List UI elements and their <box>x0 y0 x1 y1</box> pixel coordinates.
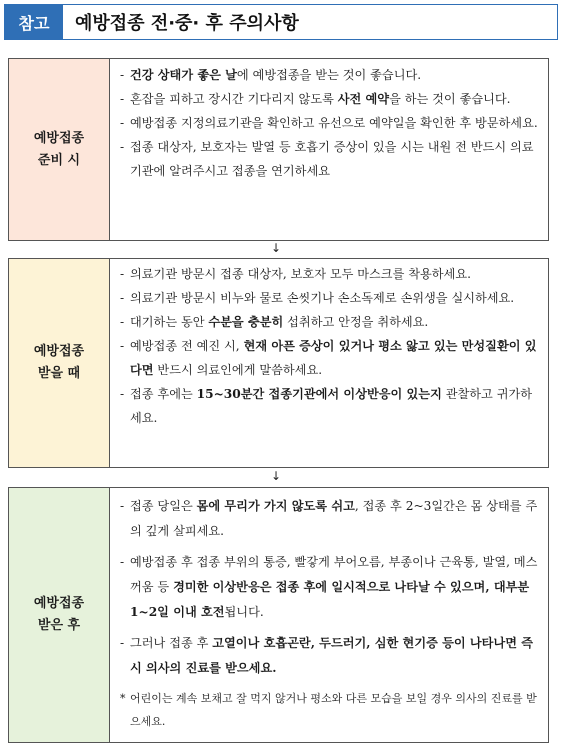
list-item: - 예방접종 후 접종 부위의 통증, 빨갛게 부어오름, 부종이나 근육통, 발열, 메스꺼움 등 경미한 이상반응은 접종 후에 일시적으로 나타날 수 있으며, 대부분 1~2일 이내 호전됩니다. <box>118 550 542 625</box>
list-item: - 의료기관 방문시 접종 대상자, 보호자 모두 마스크를 착용하세요. <box>118 262 542 286</box>
section-label <box>9 488 110 742</box>
section-label <box>9 259 110 467</box>
list-item: - 접종 대상자, 보호자는 발열 등 호흡기 증상이 있을 시는 내원 전 반드시 의료기관에 알려주시고 접종을 연기하세요 <box>118 135 542 183</box>
list-item: - 건강 상태가 좋은 날에 예방접종을 받는 것이 좋습니다. <box>118 63 542 87</box>
list-item: - 혼잡을 피하고 장시간 기다리지 않도록 사전 예약을 하는 것이 좋습니다. <box>118 87 542 111</box>
page-title: 예방접종 전·중· 후 주의사항 <box>75 13 299 34</box>
list-item: - 접종 후에는 15~30분간 접종기관에서 이상반응이 있는지 관찰하고 귀가하세요. <box>118 382 542 430</box>
section-label-line2: 받을 때 <box>37 366 81 381</box>
list-item: - 대기하는 동안 수분을 충분히 섭취하고 안정을 취하세요. <box>118 310 542 334</box>
section-label-line2: 받은 후 <box>37 618 81 633</box>
list-item: - 그러나 접종 후 고열이나 호흡곤란, 두드러기, 심한 현기증 등이 나타나면 즉시 의사의 진료를 받으세요. <box>118 631 542 681</box>
list-item: - 예방접종 지정의료기관을 확인하고 유선으로 예약일을 확인한 후 방문하세요. <box>118 111 542 135</box>
list-item: - 예방접종 전 예진 시, 현재 아픈 증상이 있거나 평소 앓고 있는 만성질환이 있다면 반드시 의료인에게 말씀하세요. <box>118 334 542 382</box>
notice-header <box>4 4 558 40</box>
reference-tag: 참고 <box>5 5 63 39</box>
section-before-vaccination <box>8 58 549 241</box>
section-after-vaccination <box>8 487 549 743</box>
section-content <box>110 59 548 240</box>
list-item: - 의료기관 방문시 비누와 물로 손씻기나 손소독제로 손위생을 실시하세요. <box>118 286 542 310</box>
section-label-line1: 예방접종 <box>33 596 85 611</box>
note-text: * 어린이는 계속 보채고 잘 먹지 않거나 평소와 다른 모습을 보일 경우 의사의 진료를 받으세요. <box>118 687 542 733</box>
section-content <box>110 259 548 467</box>
section-label-line2: 준비 시 <box>37 152 81 168</box>
section-label-line1: 예방접종 <box>33 130 85 146</box>
section-label-line1: 예방접종 <box>33 344 85 359</box>
down-arrow-icon: ↓ <box>270 241 282 255</box>
section-during-vaccination <box>8 258 549 468</box>
list-item: - 접종 당일은 몸에 무리가 가지 않도록 쉬고, 접종 후 2~3일간은 몸 상태를 주의 깊게 살피세요. <box>118 494 542 544</box>
section-label <box>9 59 110 240</box>
section-content <box>110 488 548 742</box>
down-arrow-icon: ↓ <box>270 469 282 483</box>
